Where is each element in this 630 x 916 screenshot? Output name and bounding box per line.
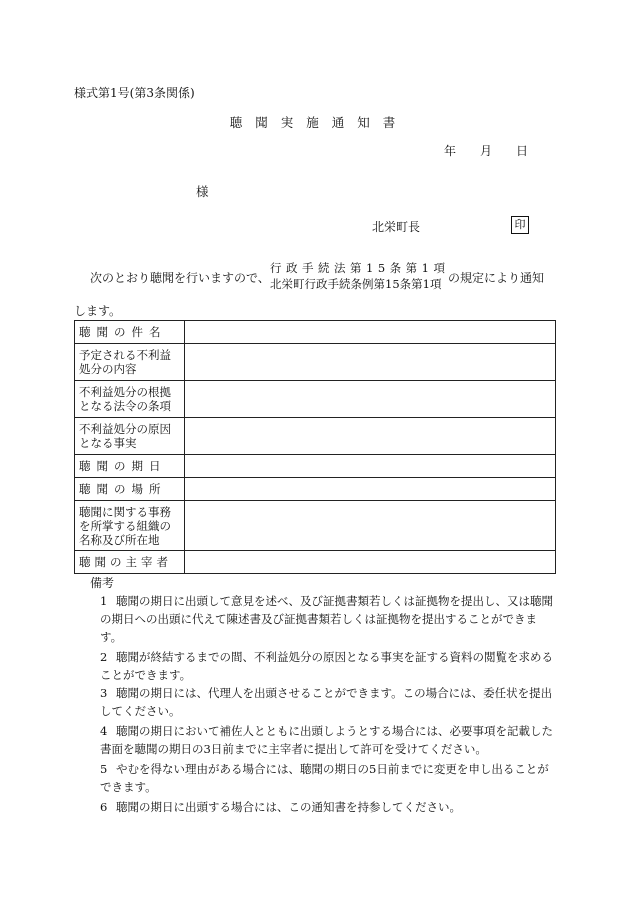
table-row (75, 418, 556, 455)
row-value (185, 418, 556, 455)
note-item (100, 592, 554, 646)
row-label: 不利益処分の根拠となる法令の条項 (75, 381, 185, 418)
table-row (75, 551, 556, 574)
row-value (185, 478, 556, 501)
row-label: 聴聞の期日 (75, 455, 185, 478)
hearing-table (74, 320, 556, 574)
table-row (75, 478, 556, 501)
body-end: します。 (74, 304, 122, 318)
row-value (185, 455, 556, 478)
note-text: やむを得ない理由がある場合には、聴聞の期日の5日前までに変更を申し出ることができます。 (100, 762, 549, 794)
table-row (75, 501, 556, 551)
body-lead: 次のとおり聴聞を行いますので、 (90, 271, 270, 285)
note-item (100, 760, 554, 796)
body-tail: の規定により通知 (448, 271, 545, 285)
law-line-2: 北栄町行政手続条例第15条第1項 (270, 277, 442, 291)
note-number: 6 (100, 800, 108, 814)
date-day: 日 (516, 144, 529, 158)
table-row (75, 455, 556, 478)
note-text: 聴聞の期日において補佐人とともに出頭しようとする場合には、必要事項を記載した書面を聴聞の期日の3日前までに主宰者に提出して許可を受けてください。 (100, 724, 553, 756)
date-month: 月 (480, 144, 493, 158)
notes-heading: 備考 (90, 576, 115, 590)
note-text: 聴聞の期日には、代理人を出頭させることができます。この場合には、委任状を提出してください。 (100, 686, 553, 718)
row-label: 不利益処分の原因となる事実 (75, 418, 185, 455)
note-number: 1 (100, 594, 108, 608)
row-label: 聴聞の場所 (75, 478, 185, 501)
row-value (185, 381, 556, 418)
document-title (0, 113, 630, 131)
row-value (185, 501, 556, 551)
row-label: 聴聞の件名 (75, 321, 185, 344)
table-row (75, 321, 556, 344)
note-text: 聴聞の期日に出頭して意見を述べ、及び証拠書類若しくは証拠物を提出し、又は聴聞の期日への出頭に代えて陳述書及び証拠書類若しくは証拠物を提出することができます。 (100, 594, 553, 644)
row-label: 聴聞に関する事務を所掌する組織の名称及び所在地 (75, 501, 185, 551)
row-value (185, 551, 556, 574)
note-item (100, 684, 554, 720)
document-title-text: 聴聞実施通知書 (229, 115, 409, 130)
row-label: 聴聞の主宰者 (75, 551, 185, 574)
note-text: 聴聞の期日に出頭する場合には、この通知書を持参してください。 (116, 800, 461, 814)
note-number: 5 (100, 762, 108, 776)
row-value (185, 344, 556, 381)
date-year: 年 (444, 144, 457, 158)
note-item (100, 648, 554, 684)
row-label: 予定される不利益処分の内容 (75, 344, 185, 381)
law-line-1: 行政手続法第15条第1項 (270, 261, 450, 275)
law-reference (270, 260, 449, 292)
note-text: 聴聞が終結するまでの間、不利益処分の原因となる事実を証する資料の閲覧を求めることができます。 (100, 650, 553, 682)
note-item (100, 798, 554, 816)
note-item (100, 722, 554, 758)
row-value (185, 321, 556, 344)
table-row (75, 344, 556, 381)
note-number: 3 (100, 686, 108, 700)
addressee-suffix: 様 (196, 184, 209, 199)
note-number: 2 (100, 650, 108, 664)
note-number: 4 (100, 724, 108, 738)
table-row (75, 381, 556, 418)
seal-mark: 印 (511, 216, 529, 234)
form-number: 様式第1号(第3条関係) (74, 86, 195, 100)
date-line (444, 142, 528, 159)
issuer-name: 北栄町長 (372, 220, 421, 234)
